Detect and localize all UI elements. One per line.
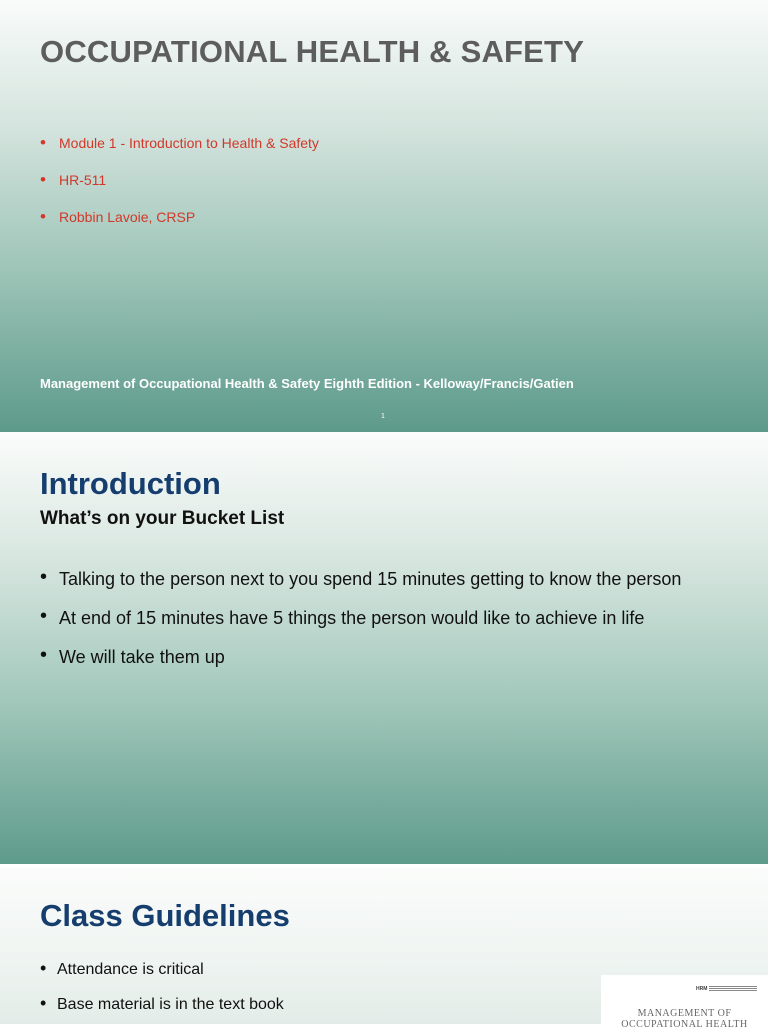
slide-2-bullet-list <box>40 566 682 686</box>
slide-1 <box>0 0 768 432</box>
book-cover-image <box>601 975 768 1030</box>
bullet-icon: • <box>40 958 47 978</box>
publisher-text-lines <box>709 986 757 991</box>
bullet-icon: • <box>40 605 48 627</box>
bullet-text: Talking to the person next to you spend 15 minutes getting to know the person <box>59 569 682 589</box>
publisher-logo: HRM <box>696 986 708 992</box>
bullet-icon: • <box>40 993 47 1013</box>
list-item <box>40 993 284 1031</box>
slide-3 <box>0 868 768 1030</box>
bullet-text: At end of 15 minutes have 5 things the person would like to achieve in life <box>59 608 645 628</box>
list-item <box>40 605 681 647</box>
list-item <box>40 566 682 608</box>
bullet-icon: • <box>40 644 48 666</box>
bullet-icon: • <box>40 566 48 588</box>
slide-3-title: Class Guidelines <box>40 898 290 933</box>
slide-2 <box>0 432 768 864</box>
list-item <box>40 135 319 172</box>
bullet-text: Robbin Lavoie, CRSP <box>59 209 196 225</box>
page-number: 1 <box>381 413 385 420</box>
bullet-text: Attendance is critical <box>57 961 204 978</box>
slide-3-bullet-list <box>40 958 284 1031</box>
slide-2-title: Introduction <box>40 466 221 501</box>
book-cover-title: MANAGEMENT OF OCCUPATIONAL HEALTH <box>621 1008 748 1030</box>
bullet-icon: • <box>40 133 46 152</box>
list-item <box>40 172 319 209</box>
slide-1-footer: Management of Occupational Health & Safety Eighth Edition - Kelloway/Francis/Gatien <box>40 376 574 391</box>
slide-1-title: OCCUPATIONAL HEALTH & SAFETY <box>40 34 585 69</box>
bullet-icon: • <box>40 170 46 189</box>
bullet-text: Base material is in the text book <box>57 996 284 1013</box>
bullet-text: Module 1 - Introduction to Health & Safety <box>59 135 319 151</box>
slide-1-bullet-list <box>40 135 319 246</box>
bullet-text: HR-511 <box>59 172 107 188</box>
bullet-icon: • <box>40 207 46 226</box>
list-item <box>40 644 681 686</box>
bullet-text: We will take them up <box>59 647 225 667</box>
slide-2-subtitle: What’s on your Bucket List <box>40 508 285 529</box>
list-item <box>40 958 284 996</box>
list-item <box>40 209 319 246</box>
